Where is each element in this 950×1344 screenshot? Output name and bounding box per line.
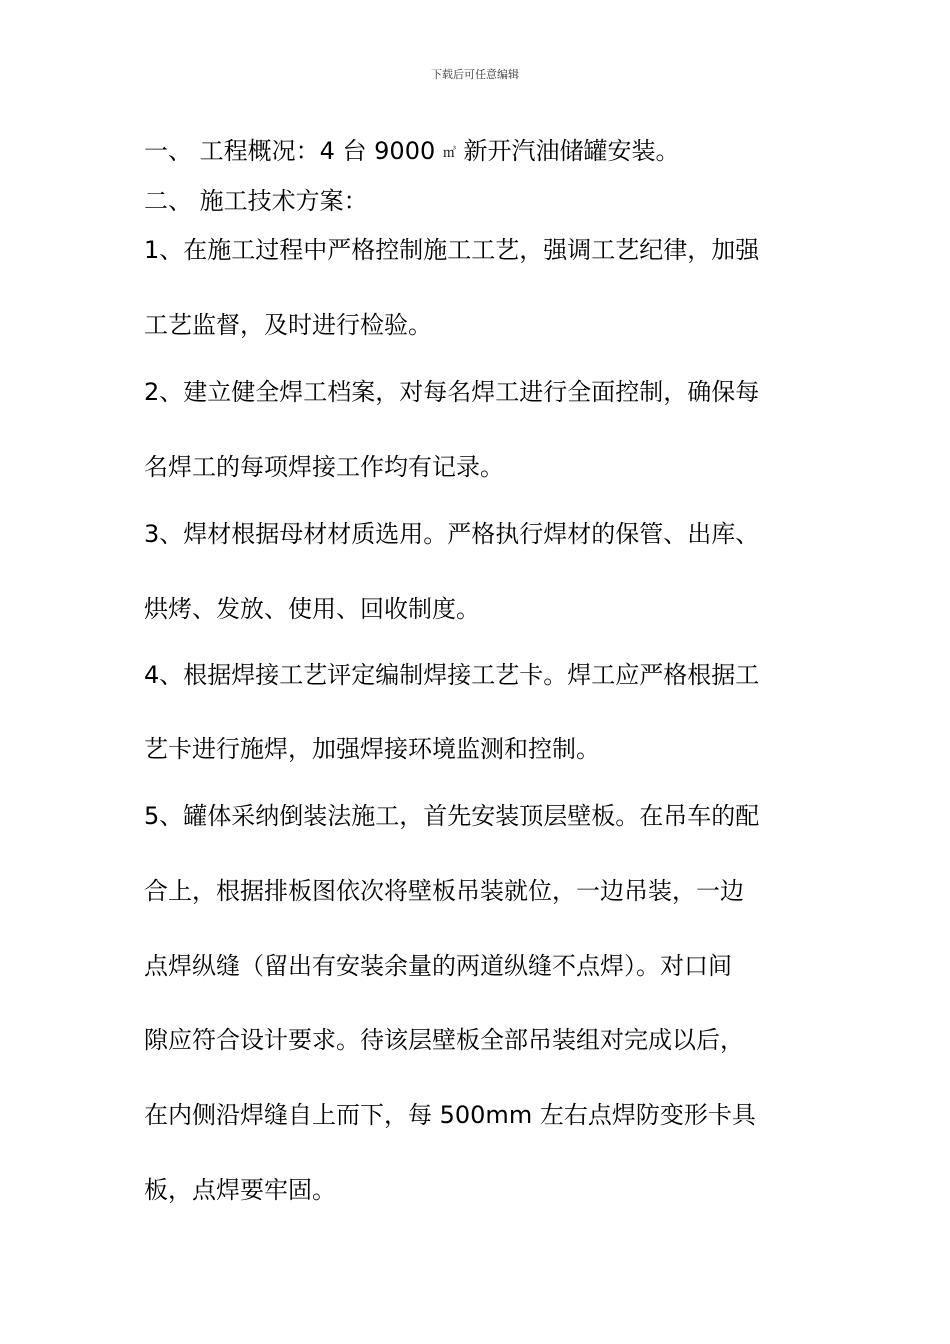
unit-cubic-meter: ㎥ xyxy=(442,146,456,161)
paragraph-line: 名焊工的每项焊接工作均有记录。 xyxy=(144,453,504,481)
paragraph-line: 烘烤、发放、使用、回收制度。 xyxy=(144,595,480,623)
paragraph-line: 5、罐体采纳倒装法施工，首先安装顶层壁板。在吊车的配 xyxy=(144,802,760,830)
overview-text-cont: 新开汽油储罐安装。 xyxy=(463,137,680,165)
section-1-overview xyxy=(144,136,680,169)
paragraph-line: 1、在施工过程中严格控制施工工艺，强调工艺纪律，加强 xyxy=(144,236,760,264)
paragraph-line: 点焊纵缝（留出有安装余量的两道纵缝不点焊）。对口间 xyxy=(144,952,732,980)
paragraph-line: 在内侧沿焊缝自上而下，每 500mm 左右点焊防变形卡具 xyxy=(144,1101,756,1129)
paragraph-line: 2、建立健全焊工档案，对每名焊工进行全面控制，确保每 xyxy=(144,378,760,406)
paragraph-line: 4、根据焊接工艺评定编制焊接工艺卡。焊工应严格根据工 xyxy=(144,661,760,689)
paragraph-line: 隙应符合设计要求。待该层壁板全部吊装组对完成以后， xyxy=(144,1026,744,1054)
paragraph-line: 合上，根据排板图依次将壁板吊装就位，一边吊装，一边 xyxy=(144,877,744,905)
paragraph-line: 板，点焊要牢固。 xyxy=(144,1176,336,1204)
header-note: 下载后可任意编辑 xyxy=(431,68,519,81)
paragraph-line: 工艺监督，及时进行检验。 xyxy=(144,311,432,339)
paragraph-line: 3、焊材根据母材材质选用。严格执行焊材的保管、出库、 xyxy=(144,520,760,548)
overview-text: 一、 工程概况：4 台 9000 xyxy=(144,137,436,165)
paragraph-line: 艺卡进行施焊，加强焊接环境监测和控制。 xyxy=(144,735,600,763)
section-2-heading: 二、 施工技术方案： xyxy=(144,187,368,215)
